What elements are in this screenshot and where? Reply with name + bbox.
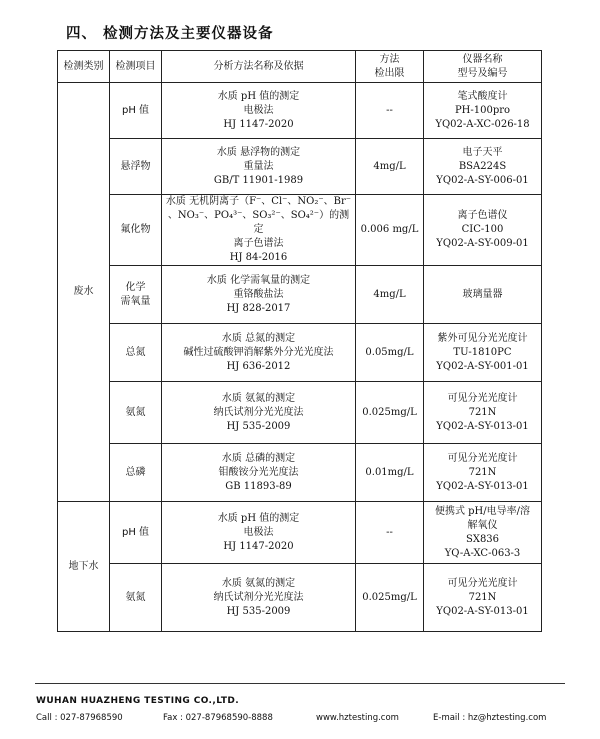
table-row — [58, 382, 542, 444]
item-cell-line: 氨氮 — [125, 406, 146, 418]
instrument-cell-line: 可见分光光度计 — [447, 577, 518, 589]
instrument-cell-line: BSA224S — [458, 160, 507, 172]
method-cell-line: HJ 1147-2020 — [223, 540, 294, 552]
header-method: 分析方法名称及依据 — [162, 51, 356, 83]
instrument-cell-line: 电子天平 — [462, 146, 503, 158]
instrument-cell-line: 解氧仪 — [467, 519, 498, 531]
footer-email: E-mail : hz@hztesting.com — [433, 713, 547, 723]
table-row — [58, 564, 542, 632]
item-cell — [110, 324, 162, 382]
instrument-cell — [424, 444, 542, 502]
item-cell-line: pH 值 — [121, 104, 150, 116]
method-cell-line: 纳氏试剂分光光度法 — [213, 591, 304, 603]
footer-fax: Fax : 027-87968590-8888 — [163, 713, 273, 723]
method-cell-line: HJ 828-2017 — [226, 302, 291, 314]
method-cell-line: 水质 pH 值的测定 — [217, 512, 300, 524]
methods-table — [57, 50, 542, 632]
instrument-cell-line: 离子色谱仪 — [457, 210, 508, 221]
instrument-cell-line: TU-1810PC — [453, 346, 512, 358]
detection-limit-cell: 0.006 mg/L — [356, 195, 424, 266]
method-cell — [162, 324, 356, 382]
method-cell-line: 水质 悬浮物的测定 — [216, 146, 301, 158]
instrument-cell-line: 可见分光光度计 — [447, 392, 518, 404]
item-cell — [110, 564, 162, 632]
section-title: 四、 检测方法及主要仪器设备 — [66, 26, 274, 42]
detection-limit-cell: 4mg/L — [356, 139, 424, 195]
method-cell-line: HJ 535-2009 — [226, 605, 291, 617]
method-cell-line: 重量法 — [243, 160, 274, 172]
instrument-cell-line: YQ02-A-SY-001-01 — [436, 360, 529, 372]
header-limit — [356, 51, 424, 83]
method-cell-line: HJ 636-2012 — [226, 360, 291, 372]
instrument-cell-line: YQ02-A-SY-013-01 — [436, 420, 529, 432]
table-row — [58, 502, 542, 564]
method-cell-line: HJ 535-2009 — [226, 420, 291, 432]
instrument-cell-line: YQ02-A-SY-006-01 — [436, 174, 529, 186]
method-cell-line: 碱性过硫酸钾消解紫外分光光度法 — [183, 346, 334, 358]
table-row — [58, 444, 542, 502]
method-cell-line: 水质 氨氮的测定 — [221, 577, 296, 589]
detection-limit-cell: 0.01mg/L — [356, 444, 424, 502]
header-category: 检测类别 — [58, 51, 110, 83]
table-row — [58, 266, 542, 324]
instrument-cell — [424, 564, 542, 632]
instrument-cell-line: PH-100pro — [454, 104, 511, 116]
method-cell-line: HJ 84-2016 — [229, 252, 288, 263]
table-row — [58, 324, 542, 382]
footer-call: Call : 027-87968590 — [36, 713, 123, 723]
method-cell-line: 钼酸铵分光光度法 — [218, 466, 299, 478]
instrument-cell-line: 便携式 pH/电导率/溶 — [434, 505, 531, 517]
header-item: 检测项目 — [110, 51, 162, 83]
table-body — [58, 83, 542, 632]
method-cell-line: 水质 化学需氧量的测定 — [206, 274, 311, 286]
instrument-cell-line: 721N — [468, 591, 497, 603]
method-cell-line: HJ 1147-2020 — [223, 118, 294, 130]
item-cell-line: 需氧量 — [120, 295, 151, 307]
item-cell-line: 氟化物 — [120, 224, 151, 235]
item-cell-line: 氨氮 — [125, 591, 146, 603]
method-cell — [162, 195, 356, 266]
header-limit-line2: 检出限 — [374, 67, 405, 79]
method-cell-line: GB/T 11901-1989 — [213, 174, 304, 186]
table-row — [58, 195, 542, 266]
footer-company: WUHAN HUAZHENG TESTING CO.,LTD. — [36, 696, 240, 706]
header-instrument-line1: 仪器名称 — [462, 53, 503, 65]
item-cell — [110, 444, 162, 502]
instrument-cell-line: YQ02-A-SY-009-01 — [436, 238, 529, 249]
method-cell-line: 纳氏试剂分光光度法 — [213, 406, 304, 418]
instrument-cell-line: 紫外可见分光光度计 — [437, 332, 528, 344]
method-cell-line: 水质 氨氮的测定 — [221, 392, 296, 404]
instrument-cell-line: YQ02-A-SY-013-01 — [436, 605, 529, 617]
method-cell — [162, 83, 356, 139]
method-cell — [162, 444, 356, 502]
instrument-cell-line: CIC-100 — [461, 224, 504, 235]
method-cell-line: 水质 总磷的测定 — [221, 452, 296, 464]
category-cell: 废水 — [58, 83, 110, 502]
detection-limit-cell: 0.025mg/L — [356, 564, 424, 632]
detection-limit-cell: -- — [356, 83, 424, 139]
method-cell — [162, 266, 356, 324]
instrument-cell-line: 笔式酸度计 — [457, 90, 508, 102]
item-cell-line: pH 值 — [121, 526, 150, 538]
instrument-cell — [424, 324, 542, 382]
method-cell-line: 离子色谱法 — [233, 238, 284, 249]
detection-limit-cell: 4mg/L — [356, 266, 424, 324]
instrument-cell-line: YQ02-A-XC-026-18 — [435, 118, 530, 130]
table-row — [58, 139, 542, 195]
item-cell-line: 悬浮物 — [120, 160, 151, 172]
footer-divider — [35, 683, 565, 684]
method-cell — [162, 564, 356, 632]
method-cell-line: 电极法 — [243, 526, 274, 538]
method-cell-line: 重铬酸盐法 — [233, 288, 284, 300]
method-cell-line: 电极法 — [243, 104, 274, 116]
detection-limit-cell: -- — [356, 502, 424, 564]
item-cell — [110, 382, 162, 444]
header-instrument — [424, 51, 542, 83]
instrument-cell — [424, 139, 542, 195]
category-cell: 地下水 — [58, 502, 110, 632]
item-cell — [110, 502, 162, 564]
footer-website: www.hztesting.com — [316, 713, 399, 723]
item-cell-line: 总氮 — [125, 346, 146, 358]
header-row — [58, 51, 542, 83]
method-cell-line: 、NO₃⁻、PO₄³⁻、SO₃²⁻、SO₄²⁻）的测定 — [167, 210, 350, 235]
instrument-cell — [424, 195, 542, 266]
method-cell-line: GB 11893-89 — [225, 480, 292, 492]
item-cell — [110, 266, 162, 324]
method-cell — [162, 502, 356, 564]
instrument-cell — [424, 266, 542, 324]
instrument-cell — [424, 83, 542, 139]
instrument-cell-line: 玻璃量器 — [462, 288, 503, 300]
method-cell — [162, 382, 356, 444]
detection-limit-cell: 0.025mg/L — [356, 382, 424, 444]
table-row — [58, 83, 542, 139]
header-instrument-line2: 型号及编号 — [457, 67, 508, 79]
instrument-cell-line: 可见分光光度计 — [447, 452, 518, 464]
instrument-cell — [424, 502, 542, 564]
method-cell-line: 水质 无机阴离子（F⁻、Cl⁻、NO₂⁻、Br⁻ — [165, 196, 352, 207]
item-cell — [110, 83, 162, 139]
method-cell — [162, 139, 356, 195]
instrument-cell-line: SX836 — [465, 533, 500, 545]
item-cell-line: 总磷 — [125, 466, 146, 478]
detection-limit-cell: 0.05mg/L — [356, 324, 424, 382]
method-cell-line: 水质 总氮的测定 — [221, 332, 296, 344]
instrument-cell — [424, 382, 542, 444]
instrument-cell-line: YQ02-A-SY-013-01 — [436, 480, 529, 492]
item-cell — [110, 195, 162, 266]
header-limit-line1: 方法 — [379, 53, 400, 65]
instrument-cell-line: 721N — [468, 406, 497, 418]
method-cell-line: 水质 pH 值的测定 — [217, 90, 300, 102]
item-cell — [110, 139, 162, 195]
instrument-cell-line: 721N — [468, 466, 497, 478]
instrument-cell-line: YQ-A-XC-063-3 — [444, 547, 521, 559]
item-cell-line: 化学 — [125, 281, 146, 293]
